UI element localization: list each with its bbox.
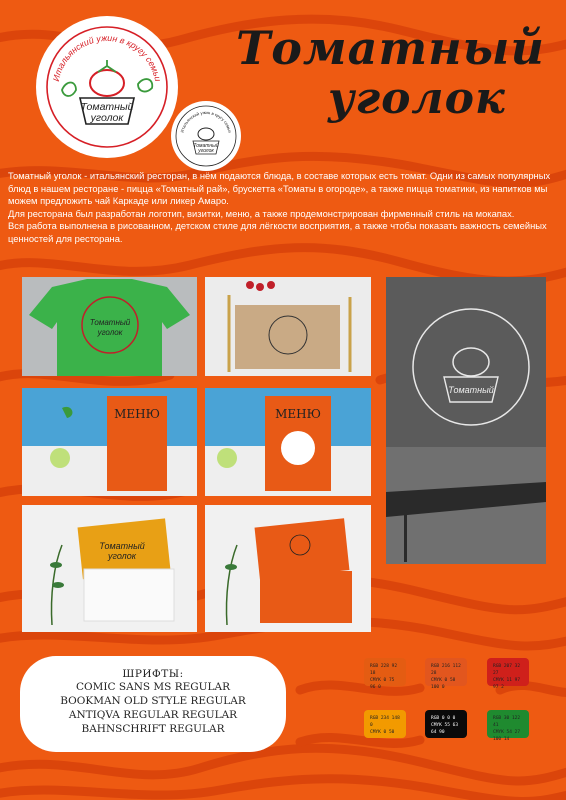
fonts-panel <box>20 656 286 752</box>
tshirt-wordmark-1: Томатный <box>89 318 131 327</box>
menu-title: МЕНЮ <box>114 407 160 421</box>
tshirt-wordmark-2: уголок <box>97 328 123 337</box>
swatch-2 <box>487 658 529 690</box>
swatch-rgb: RGB 234 148 0 <box>370 716 400 728</box>
card-mockup-1 <box>22 505 197 632</box>
font-item: COMIC SANS MS REGULAR <box>76 681 230 693</box>
menu-mockup-2 <box>205 388 371 496</box>
menu-mockup-1 <box>22 388 197 496</box>
card-wordmark-2: уголок <box>108 551 136 561</box>
card-wordmark-1: Томатный <box>99 541 145 551</box>
title-line-1: Томатный <box>236 21 545 75</box>
swatch-rgb: RGB 0 0 0 <box>431 716 456 721</box>
swatch-5 <box>487 710 529 742</box>
swatch-3 <box>364 710 406 738</box>
poster-title <box>236 22 556 124</box>
swatch-rgb: RGB 207 32 27 <box>493 664 521 676</box>
menu-title-2: МЕНЮ <box>275 407 321 421</box>
swatch-rgb: RGB 30 122 41 <box>493 716 521 728</box>
logo-small-wordmark-1: Томатный <box>193 143 219 149</box>
swatch-0 <box>364 658 406 690</box>
fonts-heading: ШРИФТЫ: <box>122 668 184 680</box>
tshirt-mockup <box>22 277 197 376</box>
logo-small-arc-text: Итальянский ужин в кругу семьи <box>179 109 233 134</box>
font-item: BOOKMAN OLD STYLE REGULAR <box>60 695 246 707</box>
swatch-cmyk: CMYK 55 63 64 90 <box>431 723 459 735</box>
logo-wordmark-1: Томатный <box>80 101 134 113</box>
svg-text:Итальянский ужин в кругу семьи <box>51 33 163 82</box>
swatch-cmyk: CMYK 11 97 97 2 <box>493 678 521 690</box>
tray-mockup <box>205 277 371 376</box>
swatch-cmyk: CMYK 0 58 100 0 <box>431 678 456 690</box>
interior-wall-mockup <box>386 277 546 564</box>
swatch-cmyk: CMYK 0 50 <box>370 730 395 735</box>
swatch-cmyk: CMYK 54 27 100 14 <box>493 730 521 742</box>
logo-wordmark-2: уголок <box>90 112 124 124</box>
logo-large <box>36 16 178 158</box>
description <box>8 170 560 246</box>
svg-text:Итальянский ужин в кругу семьи <box>179 110 232 134</box>
description-paragraph: Для ресторана был разработан логотип, визитки, меню, а также продемонстрирован фирменный стиль на мокапах. <box>8 207 515 219</box>
description-paragraph: Томатный уголок - итальянский ресторан, в нём подаются блюда, в составе которых есть томат. Одни из самых популярных блюд в нашем ресторане - пицца «Томатный рай», брускетта «Томаты в огороде», а также пицца томатики, из напитков мы можем предложить чай Каркаде или ликер Амаро. <box>8 170 551 207</box>
title-line-2: уголок <box>328 73 506 124</box>
swatch-4 <box>425 710 467 738</box>
font-item: BAHNSCHRIFT REGULAR <box>81 723 225 735</box>
logo-arc-text: Итальянский ужин в кругу семьи <box>50 32 164 83</box>
card-mockup-2 <box>205 505 371 632</box>
font-item: ANTIQVA REGULAR REGULAR <box>68 709 238 721</box>
wall-wordmark: Томатный <box>448 385 494 395</box>
swatch-rgb: RGB 228 92 18 <box>370 664 398 676</box>
swatch-rgb: RGB 216 112 28 <box>431 664 461 676</box>
swatch-1 <box>425 658 467 690</box>
swatch-cmyk: CMYK 0 75 96 0 <box>370 678 395 690</box>
logo-small-wordmark-2: уголок <box>198 148 214 154</box>
logo-small <box>171 101 241 171</box>
description-paragraph: Вся работа выполнена в рисованном, детском стиле для лёгкости восприятия, а также чтобы показать важность семейных ценностей для ресторана. <box>8 220 547 244</box>
